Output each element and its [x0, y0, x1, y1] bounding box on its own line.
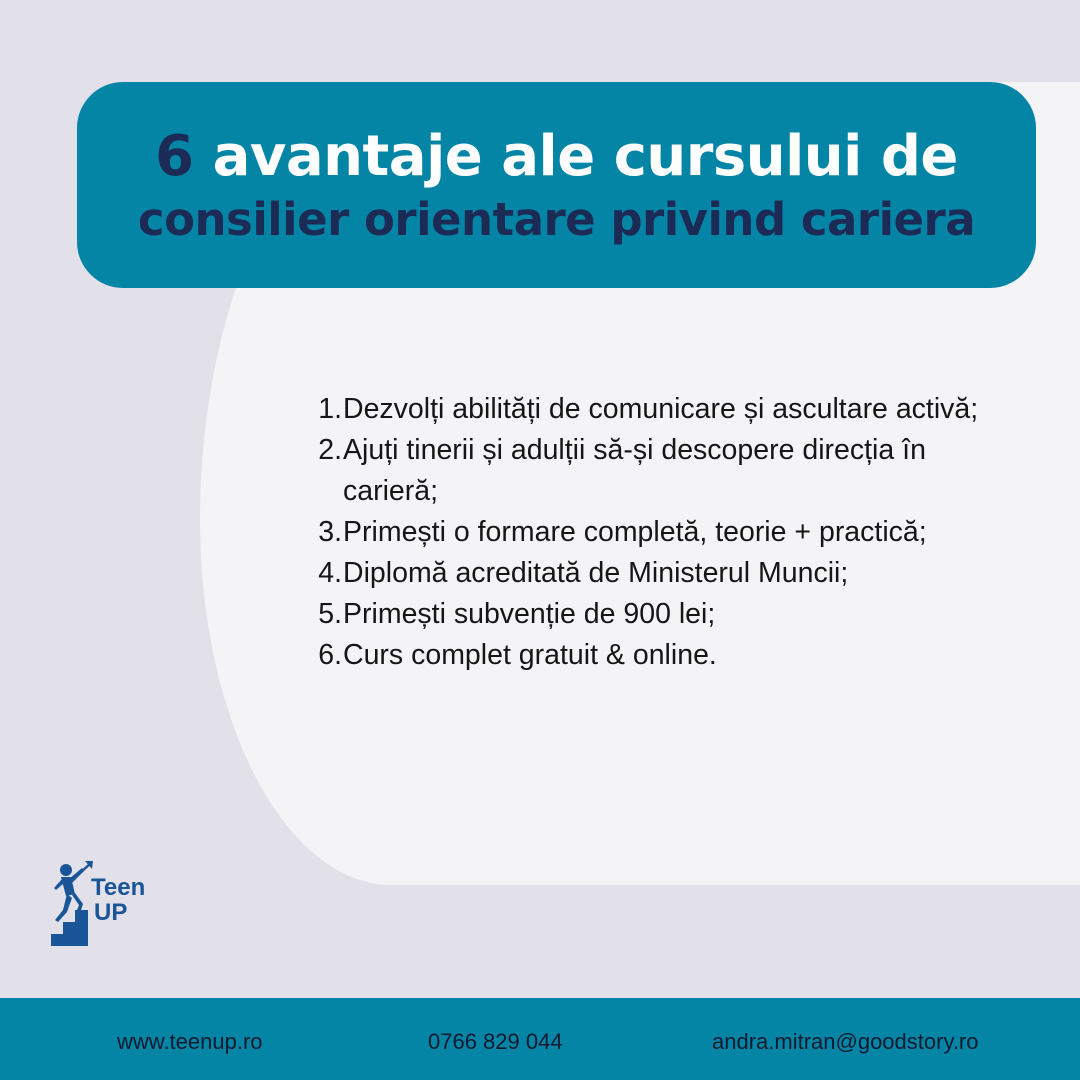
list-item-number: 2.: [318, 434, 342, 466]
list-item: [312, 553, 1012, 594]
list-item-text: Dezvolți abilități de comunicare și ascultare activă;: [343, 393, 979, 425]
website-link[interactable]: www.teenup.ro: [117, 1029, 263, 1054]
list-item-text: Ajuți tinerii și adulții să-și descopere direcția în carieră;: [343, 434, 926, 507]
title-number: 6: [155, 124, 194, 189]
list-item: [312, 389, 1012, 430]
list-item-number: 6.: [318, 639, 342, 671]
list-item: [312, 512, 1012, 553]
title-banner: [77, 82, 1036, 288]
teenup-logo: [48, 858, 163, 950]
list-item: [312, 594, 1012, 635]
list-item-text: Primești o formare completă, teorie + practică;: [343, 516, 927, 548]
list-item-number: 5.: [318, 598, 342, 630]
list-item-number: 3.: [318, 516, 342, 548]
email-link[interactable]: andra.mitran@goodstory.ro: [712, 1029, 979, 1054]
benefits-list: [312, 389, 1012, 676]
list-item-number: 1.: [318, 393, 342, 425]
title-line-1: [155, 124, 958, 190]
title-text: avantaje ale cursului de: [212, 124, 958, 189]
logo-word-up: UP: [94, 899, 128, 926]
title-line-2: consilier orientare privind cariera: [137, 193, 976, 246]
logo-word-teen: Teen: [91, 874, 146, 901]
list-item-number: 4.: [318, 557, 342, 589]
list-item-text: Diplomă acreditată de Ministerul Muncii;: [343, 557, 849, 589]
list-item: [312, 635, 1012, 676]
list-item: [312, 430, 1012, 512]
phone-number[interactable]: 0766 829 044: [428, 1029, 563, 1054]
footer-bar: [0, 998, 1080, 1080]
list-item-text: Curs complet gratuit & online.: [343, 639, 717, 671]
list-item-text: Primești subvenție de 900 lei;: [343, 598, 716, 630]
